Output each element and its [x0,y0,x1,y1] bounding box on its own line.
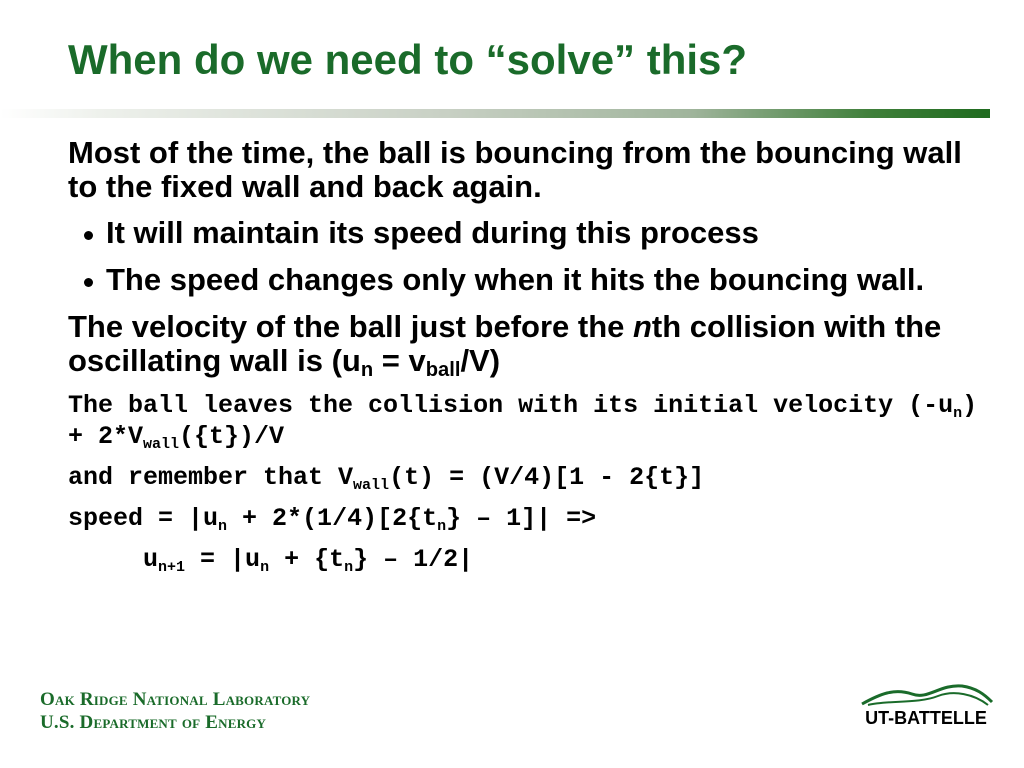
bullet-text: The speed changes only when it hits the bouncing wall. [106,262,925,297]
code-line-wall-velocity: and remember that $V_{wall}(t) = (V/4)[1 - 2\{t\}]$ [68,463,705,494]
code-line-speed: speed = $|u_n + 2*(1/4)[2\{t_n\} - 1]|$ => [68,504,597,535]
org-department: U.S. Department of Energy [40,712,267,733]
logo-text: UT-BATTELLE [865,708,987,728]
bullet-list [68,216,988,297]
code-line-initial-velocity: The ball leaves the collision with its initial velocity $(-u_n) + 2*V_{wall}(\{t\})/V$ [68,391,993,453]
bullet-icon [84,231,93,240]
slide-body [68,135,993,585]
ut-battelle-logo [858,680,994,730]
bullet-item [68,263,988,297]
title-divider [0,109,990,118]
slide-title: When do we need to “solve” this? [68,36,748,83]
org-name: Oak Ridge National Laboratory [40,689,311,710]
velocity-paragraph: The velocity of the ball just before the nth collision with the oscillating wall is $(u_n = v_{ball}/V)$ [68,309,942,381]
footer-org [40,688,310,734]
bullet-icon [84,278,93,287]
intro-paragraph: Most of the time, the ball is bouncing from the bouncing wall to the fixed wall and back again. [68,135,962,204]
hills-icon [858,680,994,710]
code-line-recurrence: $u_{n+1} = |u_n + \{t_n\} - 1/2|$ [68,545,474,576]
bullet-item [68,216,988,250]
bullet-text: It will maintain its speed during this process [106,215,759,250]
